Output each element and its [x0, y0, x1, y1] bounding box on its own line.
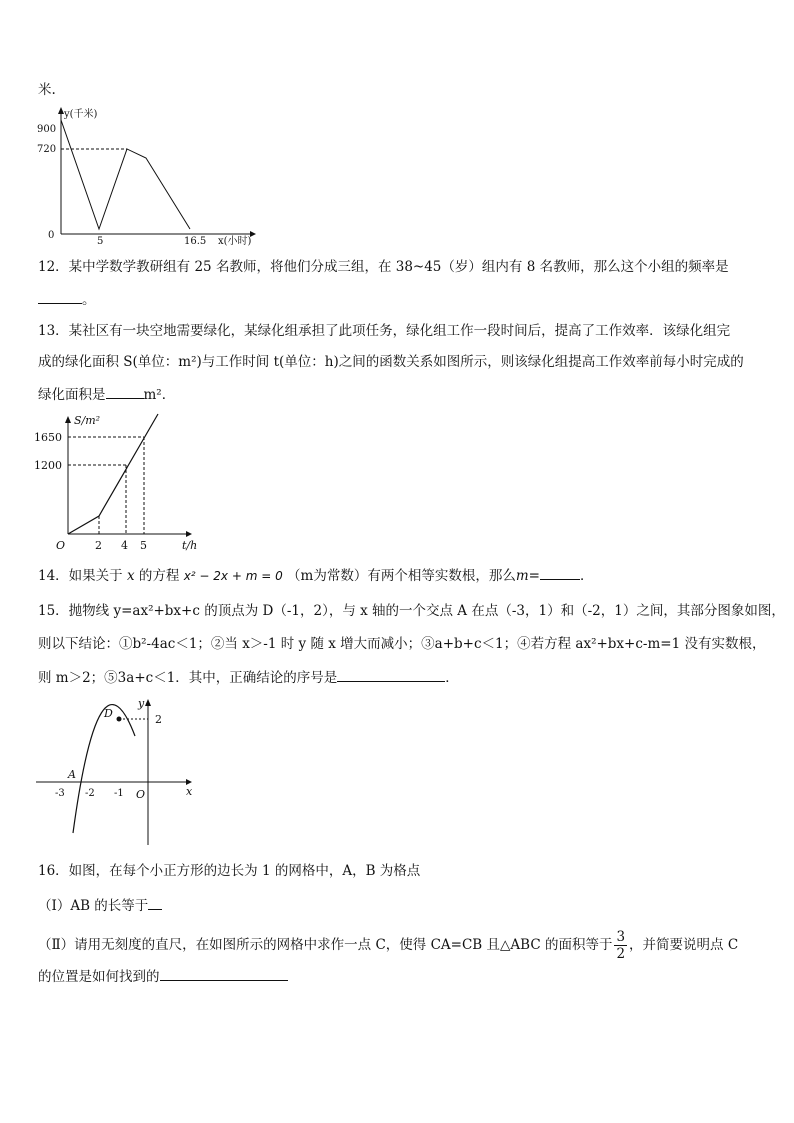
y-tick-0: 0 — [48, 230, 55, 241]
question-13-line3-start: 绿化面积是 — [38, 387, 106, 403]
x-tick-neg1: -1 — [114, 788, 124, 799]
area-time-graph — [34, 410, 210, 555]
y-axis-arrow — [145, 699, 151, 706]
question-16-part2-line2 — [38, 966, 288, 987]
x-axis-label: x — [186, 785, 193, 798]
question-16-part1-text: （Ⅰ）AB 的长等于 — [38, 898, 149, 914]
question-13-line2: 成的绿化面积 S(单位：m²)与工作时间 t(单位：h)之间的函数关系如图所示，则该绿化组提高工作效率前每小时完成的 — [38, 354, 744, 370]
distance-time-graph — [30, 104, 290, 254]
question-15-line3 — [38, 667, 459, 688]
question-14-end: ． — [579, 568, 594, 584]
question-13-line3 — [38, 384, 175, 405]
parabola-graph — [36, 695, 206, 845]
question-13-line3-end: m²． — [143, 387, 176, 403]
y-tick-900: 900 — [37, 124, 57, 135]
question-11-tail: 米. — [38, 82, 56, 98]
answer-blank-16-2[interactable] — [160, 966, 288, 981]
x-tick-2: 2 — [95, 539, 102, 552]
question-14-mid: 的方程 — [138, 568, 180, 584]
x-tick-16-5: 16.5 — [184, 236, 207, 247]
y-tick-1200: 1200 — [34, 459, 62, 472]
x-tick-5: 5 — [140, 539, 147, 552]
vertex-point — [117, 717, 122, 722]
x-axis-label: t/h — [182, 539, 198, 552]
question-16-part1 — [38, 895, 162, 916]
answer-blank-14[interactable] — [540, 565, 580, 580]
question-14-start: 14．如果关于 — [38, 568, 123, 584]
var-x: x — [126, 568, 135, 584]
point-d-label: D — [104, 707, 113, 720]
origin-label: O — [136, 788, 146, 801]
distance-polyline — [61, 120, 190, 229]
parabola-curve — [73, 705, 135, 833]
question-16-line1: 16．如图，在每个小正方形的边长为 1 的网格中，A，B 为格点 — [38, 863, 421, 879]
question-16-part2-start: （Ⅱ）请用无刻度的直尺，在如图所示的网格中求作一点 C，使得 CA=CB 且△ABC 的面积等于 — [38, 937, 613, 953]
question-15-line3-end: ． — [445, 670, 459, 686]
y-axis-label: y — [138, 697, 145, 710]
origin-label: O — [56, 539, 66, 552]
y-tick-720: 720 — [37, 144, 57, 155]
answer-blank-15[interactable] — [337, 667, 445, 682]
answer-blank-16-1[interactable] — [148, 895, 162, 910]
question-15-line1: 15．抛物线 y=ax²+bx+c 的顶点为 D（-1，2），与 x 轴的一个交点 A 在点（-3，1）和（-2，1）之间，其部分图象如图， — [38, 603, 785, 619]
point-a-label: A — [68, 768, 76, 781]
fraction-three-halves — [614, 929, 627, 962]
question-12-line1: 12．某中学数学教研组有 25 名教师，将他们分成三组，在 38~45（岁）组内有 8 名教师，那么这个小组的频率是 — [38, 259, 729, 275]
question-13-line1: 13．某社区有一块空地需要绿化，某绿化组承担了此项任务，绿化组工作一段时间后，提高了工作效率．该绿化组完 — [38, 323, 731, 339]
question-16-part2 — [38, 929, 738, 962]
y-tick-2: 2 — [155, 713, 162, 726]
fraction-denominator: 2 — [616, 946, 626, 962]
answer-blank-12[interactable] — [38, 289, 82, 304]
question-15-line2: 则以下结论：①b²-4ac＜1；②当 x＞-1 时 y 随 x 增大而减小；③a+b+c＜1；④若方程 ax²+bx+c-m=1 没有实数根， — [38, 636, 766, 652]
y-axis-label: y(千米) — [64, 109, 98, 120]
question-16-part2-end: ，并简要说明点 C — [629, 937, 739, 953]
x-axis-arrow — [186, 531, 192, 537]
question-14 — [38, 565, 593, 586]
equals-sign: = — [528, 568, 540, 584]
answer-blank-13[interactable] — [106, 384, 144, 399]
question-16-part2-line2-text: 的位置是如何找到的 — [38, 969, 160, 985]
y-tick-1650: 1650 — [34, 431, 62, 444]
var-m: m — [515, 568, 529, 584]
fraction-numerator: 3 — [616, 929, 626, 945]
y-axis-arrow — [65, 416, 71, 423]
y-axis-label: S/m² — [74, 414, 101, 427]
x-tick-neg2: -2 — [85, 788, 95, 799]
x-tick-5: 5 — [97, 236, 104, 247]
question-12-line2 — [38, 289, 96, 310]
x-tick-neg3: -3 — [55, 788, 65, 799]
x-axis-label: x(小时) — [218, 236, 252, 247]
question-15-line3-start: 则 m＞2；⑤3a+c＜1．其中，正确结论的序号是 — [38, 670, 338, 686]
question-12-end: 。 — [82, 292, 96, 308]
question-14-note: （m为常数）有两个相等实数根，那么 — [287, 568, 516, 584]
equation: x² − 2x + m = 0 — [183, 569, 283, 583]
x-tick-4: 4 — [121, 539, 128, 552]
